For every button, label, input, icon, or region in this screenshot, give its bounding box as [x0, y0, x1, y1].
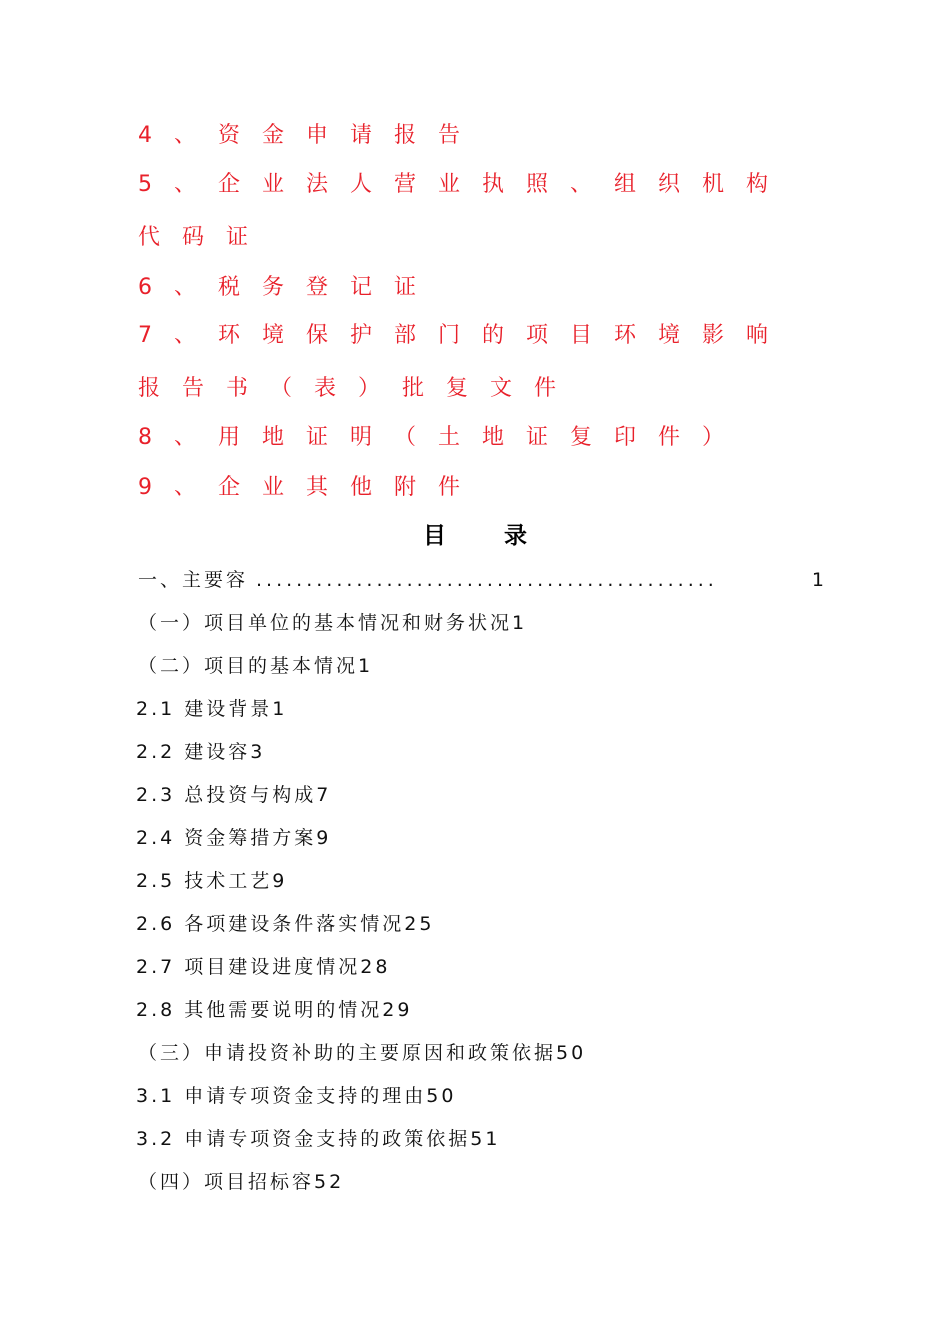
toc-entry[interactable]: 3.1 申请专项资金支持的理由50 — [136, 1085, 457, 1107]
toc-entry[interactable]: 2.1 建设背景1 — [136, 698, 288, 720]
toc-entry[interactable]: （三）申请投资补助的主要原因和政策依据50 — [138, 1042, 587, 1064]
toc-entry[interactable]: 2.6 各项建设条件落实情况25 — [136, 913, 435, 935]
attachment-item-7-continued: 报告书（表）批复文件 — [138, 376, 579, 401]
toc-entry-label: 一、主要容 — [138, 569, 249, 591]
attachment-item-4: 4、资金申请报告 — [138, 123, 482, 148]
toc-leader-dots: .............................................. — [256, 569, 718, 591]
toc-entry[interactable]: 2.4 资金筹措方案9 — [136, 827, 332, 849]
toc-entry[interactable]: 3.2 申请专项资金支持的政策依据51 — [136, 1128, 501, 1150]
attachment-item-5-continued: 代码证 — [138, 225, 271, 250]
toc-entry[interactable]: 2.3 总投资与构成7 — [136, 784, 332, 806]
attachment-item-9: 9、企业其他附件 — [138, 475, 482, 500]
attachment-item-5: 5、企业法人营业执照、组织机构 — [138, 172, 790, 197]
attachment-item-6: 6、税务登记证 — [138, 275, 438, 300]
attachment-item-7: 7、环境保护部门的项目环境影响 — [138, 323, 790, 348]
toc-entry[interactable]: （一）项目单位的基本情况和财务状况1 — [138, 612, 528, 634]
toc-entry[interactable]: （二）项目的基本情况1 — [138, 655, 374, 677]
toc-page-number: 1 — [811, 569, 824, 591]
toc-entry-main-content[interactable] — [138, 566, 828, 594]
toc-title: 目录 — [423, 523, 585, 549]
toc-entry[interactable]: 2.2 建设容3 — [136, 741, 266, 763]
toc-entry[interactable]: 2.5 技术工艺9 — [136, 870, 288, 892]
toc-entry[interactable]: （四）项目招标容52 — [138, 1171, 345, 1193]
toc-entry[interactable]: 2.8 其他需要说明的情况29 — [136, 999, 413, 1021]
toc-entry[interactable]: 2.7 项目建设进度情况28 — [136, 956, 391, 978]
attachment-item-8: 8、用地证明（土地证复印件） — [138, 425, 746, 450]
